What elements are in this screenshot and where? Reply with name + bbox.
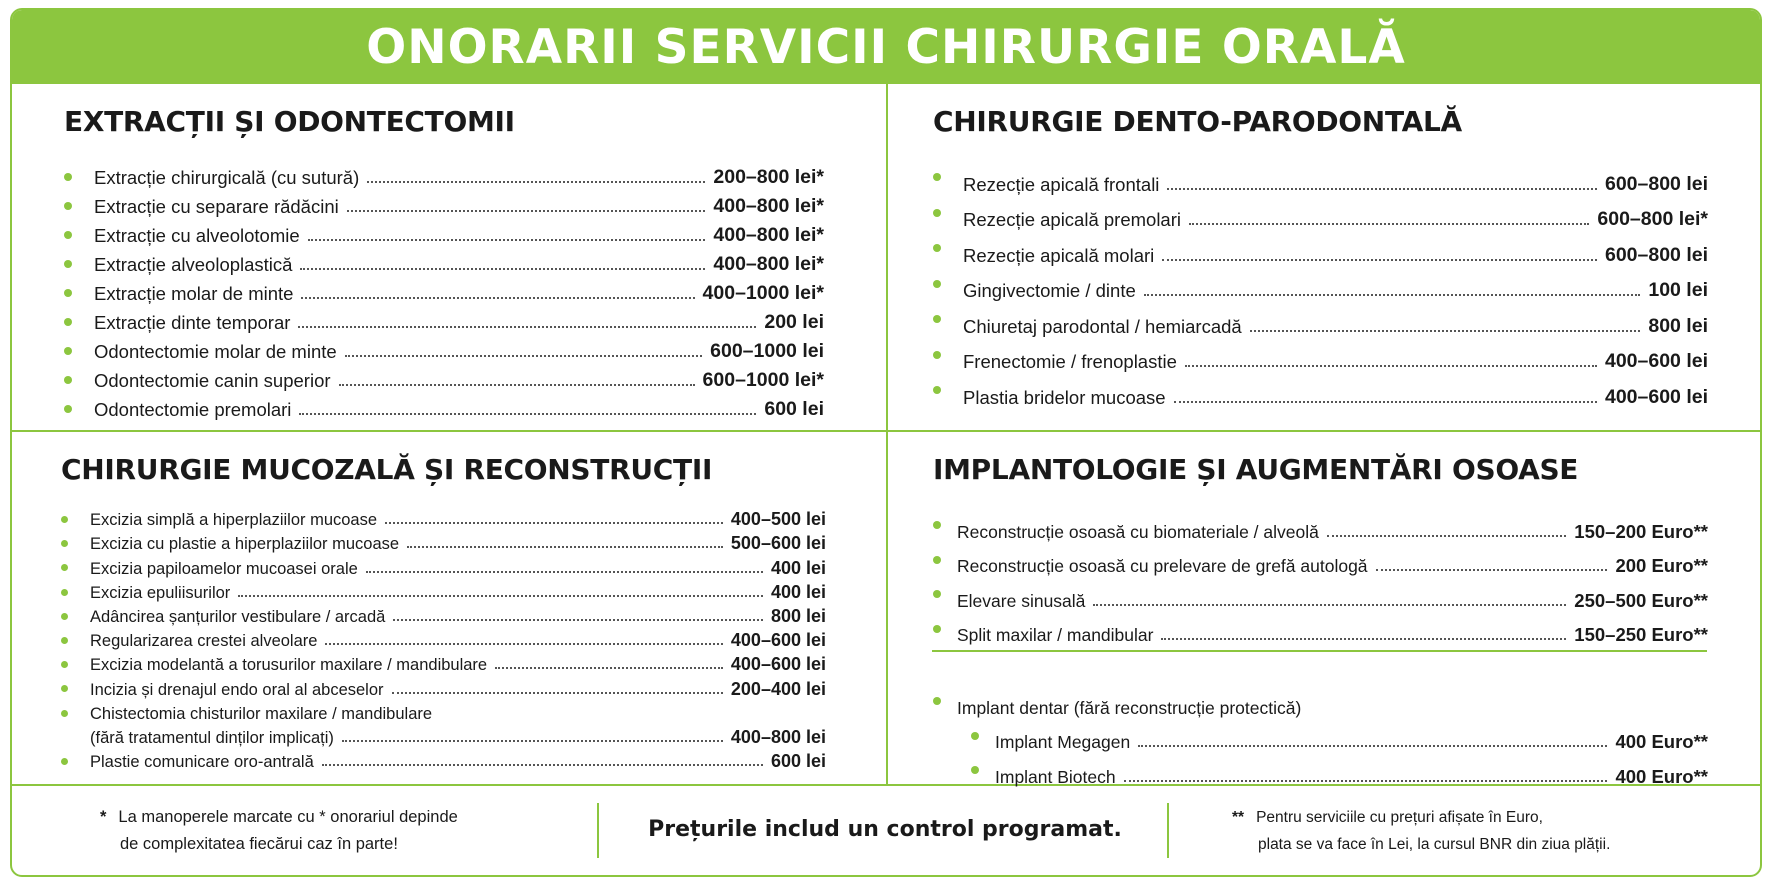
dot-leader: [298, 326, 756, 328]
bullet-icon: [61, 661, 68, 668]
list-item: [933, 543, 1708, 578]
service-label: Rezecție apicală premolari: [963, 209, 1181, 230]
service-label: Frenectomie / frenoplastie: [963, 351, 1177, 372]
list-item: [933, 196, 1708, 232]
list-item: [61, 579, 826, 603]
bullet-icon: [933, 556, 941, 564]
bullet-icon: [933, 697, 941, 705]
dot-leader: [367, 181, 705, 183]
list-item: [933, 160, 1708, 196]
list-item: [61, 700, 826, 724]
service-label: Plastia bridelor mucoase: [963, 386, 1166, 408]
service-price: 200–400 lei: [730, 678, 826, 699]
dot-leader: [407, 546, 723, 548]
dot-leader: [322, 764, 763, 766]
service-price: 200 Euro**: [1615, 555, 1708, 576]
dot-leader: [1138, 745, 1607, 747]
service-label: Excizia modelantă a torusurilor maxilare / mandibulare: [90, 656, 488, 675]
service-price: 400–800 lei*: [713, 224, 824, 246]
service-price: 400–800 lei: [730, 726, 826, 747]
service-price: 600–1000 lei*: [702, 369, 824, 391]
service-price: 600 lei: [770, 751, 826, 772]
footer-note-left: [100, 804, 458, 858]
dot-leader: [1161, 638, 1566, 640]
service-label: Regularizarea crestei alveolare: [90, 632, 318, 651]
bullet-icon: [933, 315, 941, 323]
service-price: 500–600 lei: [730, 533, 826, 554]
service-price: 400 lei: [770, 557, 826, 578]
list-item: [933, 373, 1708, 409]
footer-note-right: [1232, 804, 1610, 858]
service-label: Implant Megagen: [995, 732, 1131, 752]
dot-leader: [301, 297, 694, 299]
bullet-icon: [933, 386, 941, 394]
dot-leader: [308, 239, 706, 241]
list-item: [933, 753, 1708, 788]
dot-leader: [300, 268, 705, 270]
service-label: Plastie comunicare oro-antrală: [90, 753, 314, 772]
section-dento-parodontala: [933, 105, 1708, 409]
service-price: 600–800 lei*: [1597, 208, 1708, 230]
service-label: Adâncirea șanțurilor vestibulare / arcadă: [90, 607, 386, 626]
dot-leader: [1162, 259, 1597, 261]
footer-right-line1: Pentru serviciile cu prețuri afișate în Euro,: [1256, 809, 1543, 826]
service-price: 200–800 lei*: [713, 166, 824, 188]
service-price: 400–600 lei: [1604, 350, 1708, 372]
bullet-icon: [933, 280, 941, 288]
dot-leader: [495, 667, 723, 669]
service-label: Split maxilar / mandibular: [957, 625, 1154, 645]
service-list: [933, 160, 1708, 409]
service-list: [64, 160, 824, 421]
service-label: Elevare sinusală: [957, 590, 1086, 611]
implant-sub-list: [933, 719, 1708, 788]
list-item: [933, 577, 1708, 612]
dot-leader: [385, 522, 723, 524]
page-title: ONORARII SERVICII CHIRURGIE ORALĂ: [366, 19, 1406, 75]
title-banner: [12, 10, 1760, 84]
dot-leader: [1174, 401, 1597, 403]
list-item: [61, 627, 826, 651]
service-price: 400–800 lei*: [713, 195, 824, 217]
service-label: Implant Biotech: [995, 766, 1116, 787]
service-price: 400–800 lei*: [713, 253, 824, 275]
service-price: 250–500 Euro**: [1574, 589, 1708, 611]
service-label: Gingivectomie / dinte: [963, 280, 1136, 301]
bullet-icon: [61, 758, 68, 765]
service-label: Reconstrucție osoasă cu prelevare de grefă autologă: [957, 556, 1368, 576]
service-label: Implant dentar (fără reconstrucție protectică): [957, 697, 1302, 718]
service-price: 400 Euro**: [1615, 731, 1708, 752]
bullet-icon: [933, 351, 941, 359]
bullet-icon: [64, 173, 72, 181]
footer-right-line2: plata se va face în Lei, la cursul BNR din ziua plății.: [1258, 836, 1611, 853]
bullet-icon: [61, 564, 68, 571]
section-mucozala: [61, 453, 826, 772]
service-label: (fără tratamentul dinților implicați): [90, 728, 334, 747]
service-list: [61, 506, 826, 772]
dot-leader: [1185, 365, 1597, 367]
bullet-icon: [61, 710, 68, 717]
section-heading: CHIRURGIE MUCOZALĂ ȘI RECONSTRUCȚII: [61, 453, 713, 486]
divider-horizontal-middle: [12, 430, 1760, 432]
service-label: Odontectomie premolari: [94, 399, 292, 420]
list-item: [64, 218, 824, 247]
bullet-icon: [64, 376, 72, 384]
list-item: [933, 508, 1708, 543]
list-item: [933, 612, 1708, 647]
footer-note-center: Prețurile includ un control programat.: [648, 817, 1122, 842]
bullet-icon: [64, 231, 72, 239]
bullet-icon: [61, 685, 68, 692]
list-item: [64, 305, 824, 334]
service-price: 400–500 lei: [730, 509, 826, 530]
list-item: [61, 675, 826, 699]
dot-leader: [366, 571, 763, 573]
bullet-icon: [64, 405, 72, 413]
list-item: [61, 651, 826, 675]
bullet-icon: [933, 590, 941, 598]
bullet-icon: [61, 540, 68, 547]
bullet-icon: [61, 613, 68, 620]
list-item: [61, 554, 826, 578]
service-label: Rezecție apicală frontali: [963, 173, 1160, 195]
service-price: 600–800 lei: [1604, 172, 1708, 195]
bullet-icon: [971, 766, 979, 774]
service-price: 400–600 lei: [1604, 385, 1708, 408]
dot-leader: [1167, 188, 1597, 190]
list-item: [64, 363, 824, 392]
service-list: [933, 508, 1708, 646]
bullet-icon: [64, 318, 72, 326]
service-price: 150–200 Euro**: [1574, 520, 1708, 542]
bullet-icon: [64, 347, 72, 355]
service-label: Chiuretaj parodontal / hemiarcadă: [963, 315, 1242, 337]
dot-leader: [1376, 569, 1608, 571]
bullet-icon: [933, 173, 941, 181]
divider-vertical: [886, 82, 888, 785]
list-item: [61, 530, 826, 554]
service-label: Excizia cu plastie a hiperplaziilor mucoase: [90, 535, 400, 554]
service-label: Odontectomie canin superior: [94, 370, 331, 391]
dot-leader: [299, 413, 756, 415]
dot-leader: [1189, 223, 1589, 225]
bullet-icon: [971, 732, 979, 740]
service-price: 800 lei: [770, 605, 826, 626]
list-item: [933, 338, 1708, 374]
list-item: [933, 719, 1708, 754]
service-label: Extracție dinte temporar: [94, 312, 291, 333]
dot-leader: [345, 355, 702, 357]
footer-divider-left: [597, 803, 599, 858]
list-item: [64, 247, 824, 276]
double-asterisk-mark: **: [1232, 809, 1245, 826]
bullet-icon: [933, 244, 941, 252]
service-price: 400 lei: [770, 581, 826, 602]
list-item: [64, 189, 824, 218]
service-label: Rezecție apicală molari: [963, 244, 1155, 266]
dot-leader: [1124, 780, 1608, 782]
dot-leader: [1144, 294, 1641, 296]
service-label: Odontectomie molar de minte: [94, 341, 337, 362]
service-label: Extracție cu separare rădăcini: [94, 196, 339, 217]
list-item: [933, 231, 1708, 267]
service-label: Extracție cu alveolotomie: [94, 225, 300, 246]
dot-leader: [1250, 330, 1641, 332]
service-label: Excizia simplă a hiperplaziilor mucoase: [90, 511, 378, 530]
dot-leader: [342, 740, 723, 742]
section-heading: IMPLANTOLOGIE ȘI AUGMENTĂRI OSOASE: [933, 453, 1579, 486]
list-item: [64, 334, 824, 363]
list-item: [64, 160, 824, 189]
list-item: [61, 748, 826, 772]
implant-dentar-heading: [933, 684, 1708, 719]
service-price: 200 lei: [764, 311, 824, 333]
bullet-icon: [933, 625, 941, 633]
service-label: Reconstrucție osoasă cu biomateriale / alveolă: [957, 521, 1319, 542]
list-item-continuation: [61, 724, 826, 748]
service-price: 400–600 lei: [730, 654, 826, 675]
bullet-icon: [61, 589, 68, 596]
list-item: [933, 267, 1708, 303]
bullet-icon: [64, 202, 72, 210]
bullet-icon: [933, 521, 941, 529]
bullet-icon: [64, 260, 72, 268]
footer-left-line1: La manoperele marcate cu * onorariul depinde: [118, 808, 458, 826]
dot-leader: [238, 595, 763, 597]
service-label: Extracție molar de minte: [94, 283, 294, 304]
service-label: Excizia papiloamelor mucoasei orale: [90, 559, 358, 578]
service-label: Chistectomia chisturilor maxilare / mandibulare: [90, 704, 433, 723]
list-item: [933, 302, 1708, 338]
service-price: 400–600 lei: [730, 630, 826, 651]
list-item: [64, 392, 824, 421]
dot-leader: [339, 384, 695, 386]
service-price: 600–1000 lei: [710, 340, 824, 362]
dot-leader: [393, 619, 763, 621]
dot-leader: [347, 210, 706, 212]
service-price: 100 lei: [1648, 279, 1708, 301]
service-price: 400–1000 lei*: [702, 282, 824, 304]
section-heading: CHIRURGIE DENTO-PARODONTALĂ: [933, 105, 1462, 138]
list-item: [64, 276, 824, 305]
service-label: Extracție alveoloplastică: [94, 254, 293, 275]
service-price: 150–250 Euro**: [1574, 624, 1708, 645]
bullet-icon: [933, 209, 941, 217]
service-price: 800 lei: [1648, 314, 1708, 337]
service-price: 400 Euro**: [1615, 765, 1708, 787]
list-item: [61, 506, 826, 530]
footer-left-line2: de complexitatea fiecărui caz în parte!: [120, 835, 398, 853]
service-price: 600 lei: [764, 398, 824, 420]
section-heading: EXTRACȚII ȘI ODONTECTOMII: [64, 105, 515, 138]
dot-leader: [1327, 535, 1566, 537]
section-implantologie: [933, 453, 1708, 788]
list-item: [61, 603, 826, 627]
bullet-icon: [61, 637, 68, 644]
service-label: Incizia și drenajul endo oral al abceselor: [90, 680, 384, 699]
section-extractii: [64, 105, 824, 421]
bullet-icon: [61, 516, 68, 523]
asterisk-mark: *: [100, 808, 107, 826]
dot-leader: [1093, 604, 1566, 606]
service-label: Extracție chirurgicală (cu sutură): [94, 167, 360, 188]
dot-leader: [325, 643, 722, 645]
service-price: 600–800 lei: [1604, 243, 1708, 266]
dot-leader: [392, 692, 723, 694]
service-label: Excizia epuliisurilor: [90, 583, 231, 602]
bullet-icon: [64, 289, 72, 297]
